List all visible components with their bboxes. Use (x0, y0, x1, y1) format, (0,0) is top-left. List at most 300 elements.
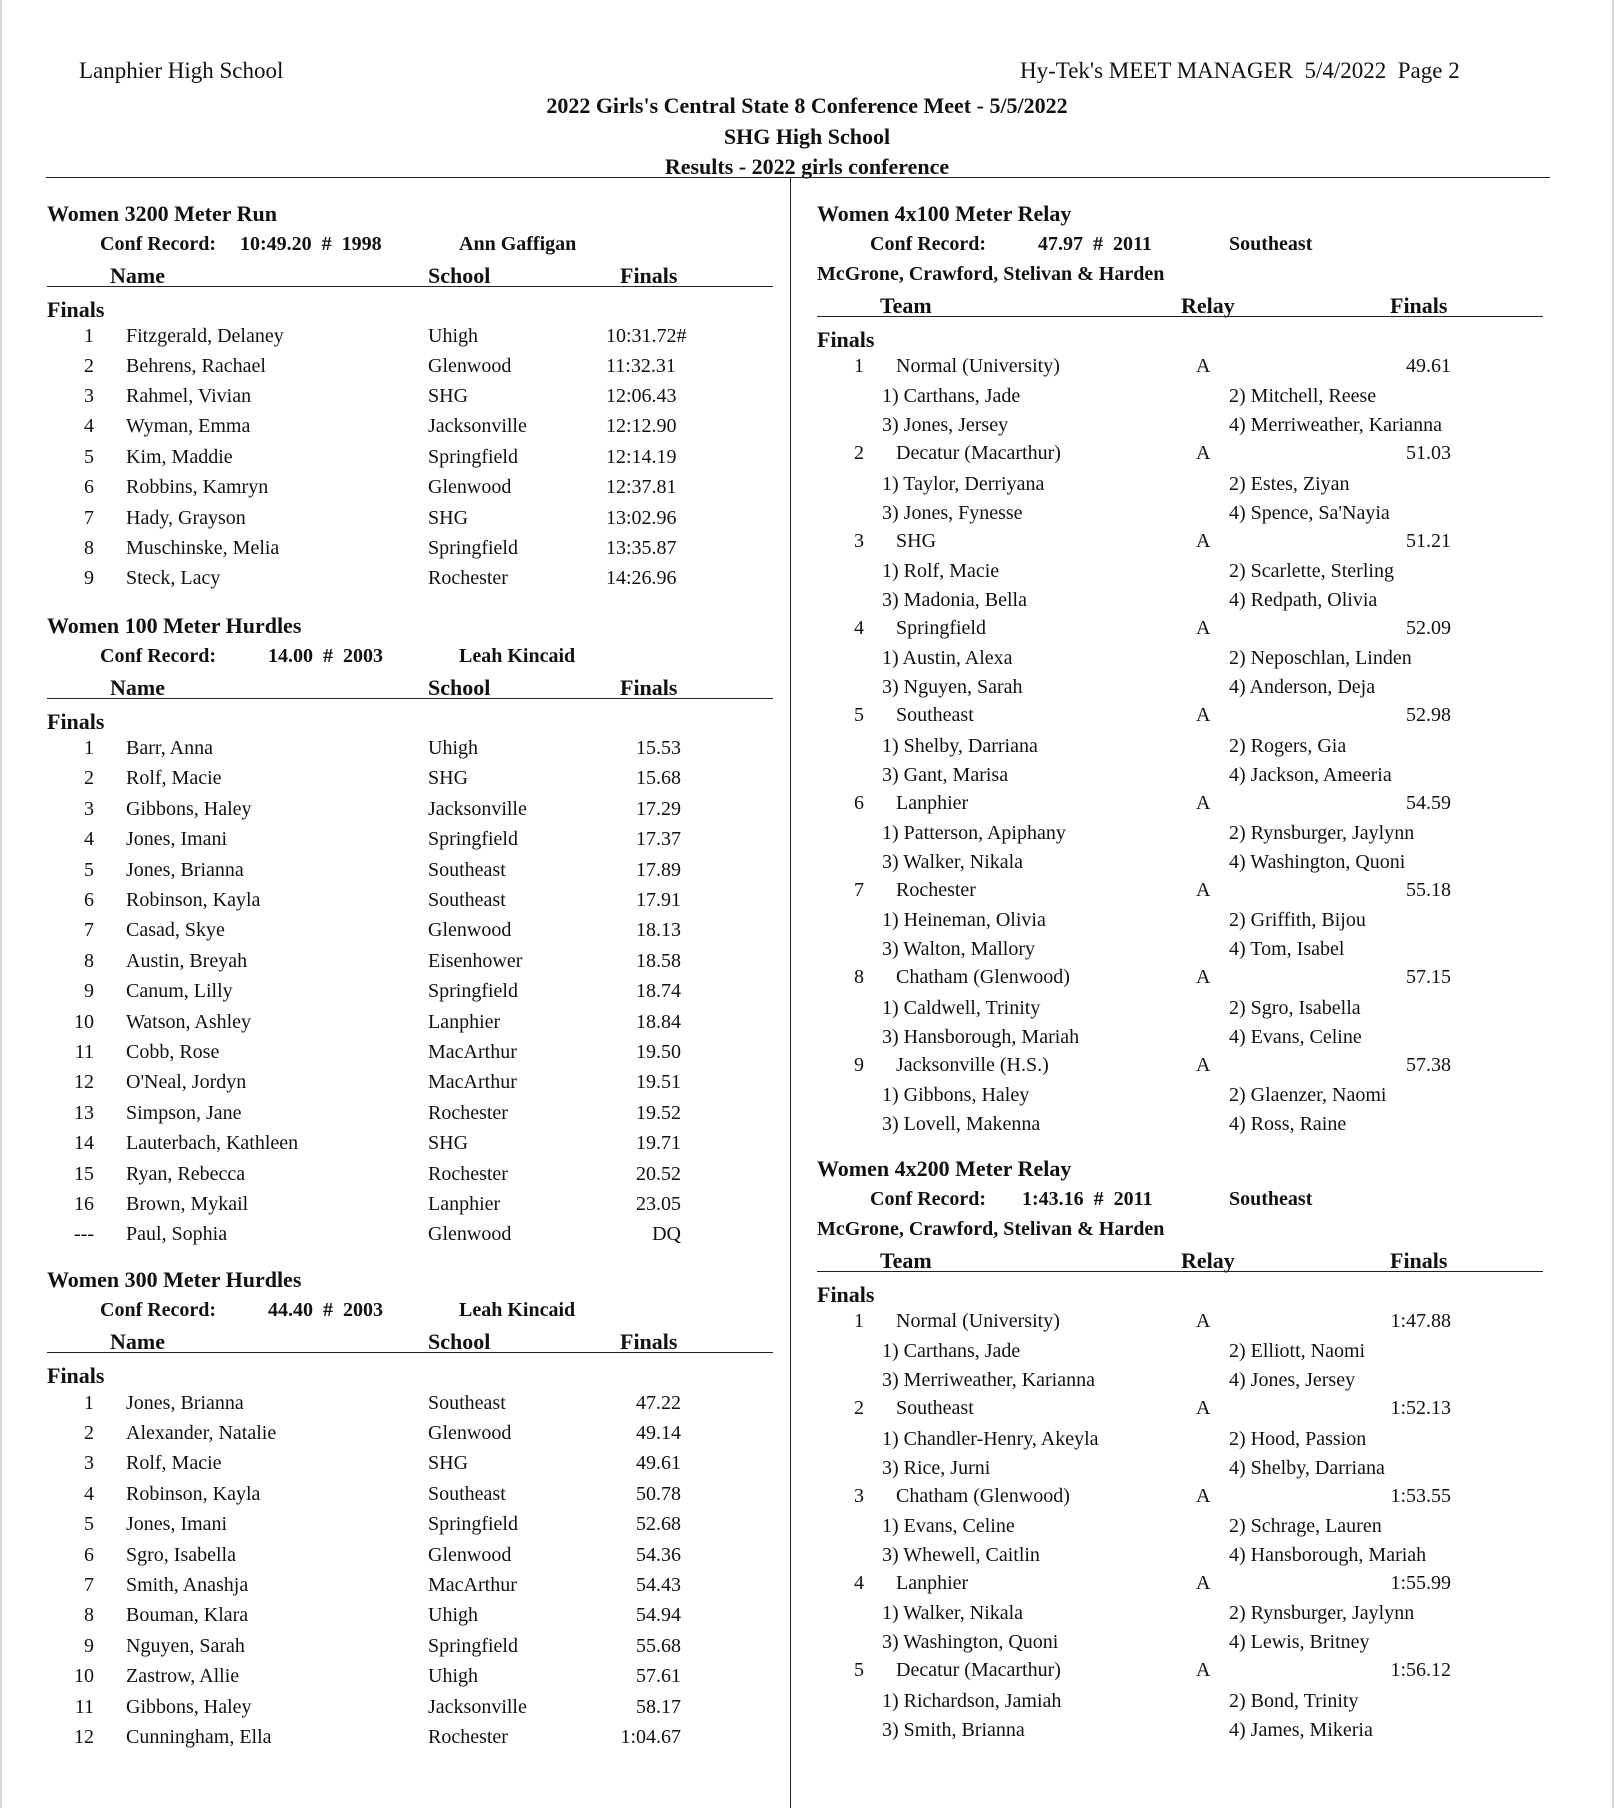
athlete-name: Lauterbach, Kathleen (126, 1132, 299, 1154)
place: 8 (84, 1604, 94, 1626)
relay-member: 3) Walker, Nikala (882, 851, 1024, 873)
finals-time: 1:53.55 (1390, 1485, 1451, 1507)
team-name: Normal (University) (896, 1310, 1060, 1332)
finals-time: 15.53 (636, 737, 681, 759)
relay-member: 4) Merriweather, Karianna (1229, 414, 1442, 436)
record-holder: Southeast (1229, 1188, 1313, 1210)
record-members: McGrone, Crawford, Stelivan & Harden (817, 1218, 1165, 1240)
athlete-name: Robinson, Kayla (126, 1483, 261, 1505)
relay-member: 4) James, Mikeria (1229, 1719, 1373, 1741)
finals-time: 1:04.67 (620, 1726, 681, 1748)
place: 7 (84, 507, 94, 529)
relay-letter: A (1196, 442, 1211, 464)
place: 10 (74, 1665, 94, 1687)
team-name: Jacksonville (H.S.) (896, 1054, 1049, 1076)
place: 3 (84, 1452, 94, 1474)
column-header-rule (817, 1271, 1543, 1272)
school: Jacksonville (428, 798, 527, 820)
athlete-name: Rolf, Macie (126, 1452, 222, 1474)
relay-letter: A (1196, 792, 1211, 814)
school: Southeast (428, 1392, 506, 1414)
finals-time: 49.61 (1406, 355, 1451, 377)
place: 5 (854, 704, 864, 726)
athlete-name: Fitzgerald, Delaney (126, 325, 284, 347)
record-label: Conf Record: (100, 1299, 217, 1321)
column-header-finals: Finals (620, 1329, 678, 1354)
relay-member: 1) Rolf, Macie (882, 560, 1000, 582)
finals-time: 55.68 (636, 1635, 681, 1657)
athlete-name: Smith, Anashja (126, 1574, 249, 1596)
team-name: Southeast (896, 1397, 974, 1419)
school: Jacksonville (428, 415, 527, 437)
relay-member: 2) Mitchell, Reese (1229, 385, 1377, 407)
finals-time: 52.09 (1406, 617, 1451, 639)
relay-member: 3) Lovell, Makenna (882, 1113, 1041, 1135)
school: Springfield (428, 828, 518, 850)
relay-member: 1) Evans, Celine (882, 1515, 1015, 1537)
athlete-name: Watson, Ashley (126, 1011, 252, 1033)
athlete-name: Rolf, Macie (126, 767, 222, 789)
school: Springfield (428, 537, 518, 559)
relay-member: 1) Taylor, Derriyana (882, 473, 1045, 495)
finals-time: 51.21 (1406, 530, 1451, 552)
relay-member: 3) Smith, Brianna (882, 1719, 1025, 1741)
record-label: Conf Record: (100, 233, 217, 255)
relay-member: 1) Walker, Nikala (882, 1602, 1024, 1624)
school: Uhigh (428, 325, 478, 347)
finals-time: 13:35.87 (606, 537, 677, 559)
team-name: Lanphier (896, 1572, 969, 1594)
relay-member: 2) Schrage, Lauren (1229, 1515, 1382, 1537)
place: 7 (854, 879, 864, 901)
athlete-name: Cunningham, Ella (126, 1726, 272, 1748)
school: Lanphier (428, 1011, 501, 1033)
finals-time: 58.17 (636, 1696, 681, 1718)
relay-member: 4) Ross, Raine (1229, 1113, 1347, 1135)
finals-time: 54.36 (636, 1544, 681, 1566)
relay-member: 1) Carthans, Jade (882, 1340, 1021, 1362)
meet-title: 2022 Girls's Central State 8 Conference Meet - 5/5/2022 (546, 93, 1068, 118)
relay-member: 3) Nguyen, Sarah (882, 676, 1023, 698)
relay-member: 4) Evans, Celine (1229, 1026, 1362, 1048)
column-header-team: Team (880, 293, 932, 318)
team-name: Springfield (896, 617, 986, 639)
relay-member: 4) Lewis, Britney (1229, 1631, 1370, 1653)
athlete-name: Paul, Sophia (126, 1223, 228, 1245)
section-label: Finals (47, 297, 105, 322)
record-holder: Ann Gaffigan (459, 233, 577, 255)
relay-member: 1) Heineman, Olivia (882, 909, 1046, 931)
finals-time: 54.94 (636, 1604, 681, 1626)
place: 12 (74, 1726, 94, 1748)
finals-time: 49.14 (636, 1422, 681, 1444)
relay-member: 3) Jones, Jersey (882, 414, 1009, 436)
finals-time: 1:47.88 (1390, 1310, 1451, 1332)
finals-time: 47.22 (636, 1392, 681, 1414)
school: Rochester (428, 567, 508, 589)
place: 11 (74, 1696, 94, 1718)
header-school: Lanphier High School (79, 58, 284, 83)
athlete-name: Steck, Lacy (126, 567, 221, 589)
athlete-name: Jones, Brianna (126, 1392, 244, 1414)
finals-time: 54.43 (636, 1574, 681, 1596)
finals-time: 50.78 (636, 1483, 681, 1505)
place: 9 (84, 1635, 94, 1657)
place: 16 (74, 1193, 94, 1215)
athlete-name: Robinson, Kayla (126, 889, 261, 911)
column-header-relay: Relay (1181, 293, 1235, 318)
finals-time: 13:02.96 (606, 507, 677, 529)
school: Southeast (428, 1483, 506, 1505)
relay-member: 2) Neposchlan, Linden (1229, 647, 1412, 669)
place: 5 (84, 446, 94, 468)
athlete-name: Canum, Lilly (126, 980, 233, 1002)
place: 10 (74, 1011, 94, 1033)
place: 5 (854, 1659, 864, 1681)
event-title: Women 100 Meter Hurdles (47, 613, 302, 638)
finals-time: 54.59 (1406, 792, 1451, 814)
athlete-name: Robbins, Kamryn (126, 476, 269, 498)
place: 14 (74, 1132, 94, 1154)
column-header-school: School (428, 1329, 491, 1354)
school: Glenwood (428, 1544, 512, 1566)
relay-letter: A (1196, 1054, 1211, 1076)
relay-letter: A (1196, 1485, 1211, 1507)
finals-time: DQ (652, 1223, 681, 1245)
column-header-relay: Relay (1181, 1248, 1235, 1273)
school: Southeast (428, 859, 506, 881)
athlete-name: Bouman, Klara (126, 1604, 249, 1626)
athlete-name: Alexander, Natalie (126, 1422, 277, 1444)
finals-time: 18.13 (636, 919, 681, 941)
finals-time: 12:14.19 (606, 446, 677, 468)
athlete-name: Jones, Imani (126, 1513, 228, 1535)
finals-time: 52.68 (636, 1513, 681, 1535)
school: Springfield (428, 980, 518, 1002)
relay-member: 4) Shelby, Darriana (1229, 1457, 1385, 1479)
relay-member: 3) Madonia, Bella (882, 589, 1027, 611)
school: Uhigh (428, 1604, 478, 1626)
record-label: Conf Record: (870, 1188, 987, 1210)
relay-member: 1) Patterson, Apiphany (882, 822, 1066, 844)
column-header-finals: Finals (1390, 293, 1448, 318)
finals-time: 18.58 (636, 950, 681, 972)
place: 1 (854, 1310, 864, 1332)
column-divider (790, 178, 791, 1808)
relay-member: 1) Carthans, Jade (882, 385, 1021, 407)
column-header-name: Name (110, 1329, 165, 1354)
team-name: Rochester (896, 879, 976, 901)
athlete-name: Austin, Breyah (126, 950, 248, 972)
place: 12 (74, 1071, 94, 1093)
school: Springfield (428, 1635, 518, 1657)
relay-member: 3) Washington, Quoni (882, 1631, 1059, 1653)
record-label: Conf Record: (870, 233, 987, 255)
relay-member: 4) Jones, Jersey (1229, 1369, 1356, 1391)
relay-member: 2) Glaenzer, Naomi (1229, 1084, 1387, 1106)
column-header-rule (47, 286, 773, 287)
relay-letter: A (1196, 1659, 1211, 1681)
finals-time: 20.52 (636, 1163, 681, 1185)
team-name: Decatur (Macarthur) (896, 1659, 1061, 1681)
team-name: Lanphier (896, 792, 969, 814)
place: 2 (84, 767, 94, 789)
school: Rochester (428, 1163, 508, 1185)
athlete-name: Jones, Imani (126, 828, 228, 850)
record-mark: 44.40 # 2003 (268, 1299, 383, 1321)
relay-member: 1) Richardson, Jamiah (882, 1690, 1062, 1712)
place: 5 (84, 1513, 94, 1535)
event-title: Women 300 Meter Hurdles (47, 1267, 302, 1292)
place: 1 (854, 355, 864, 377)
relay-member: 3) Whewell, Caitlin (882, 1544, 1040, 1566)
relay-letter: A (1196, 1310, 1211, 1332)
school: MacArthur (428, 1071, 517, 1093)
relay-member: 2) Rogers, Gia (1229, 735, 1347, 757)
relay-member: 3) Rice, Jurni (882, 1457, 991, 1479)
team-name: Decatur (Macarthur) (896, 442, 1061, 464)
place: 4 (854, 1572, 864, 1594)
finals-time: 51.03 (1406, 442, 1451, 464)
athlete-name: Cobb, Rose (126, 1041, 220, 1063)
finals-time: 10:31.72# (606, 325, 687, 347)
relay-member: 4) Washington, Quoni (1229, 851, 1406, 873)
place: 9 (84, 980, 94, 1002)
column-header-finals: Finals (620, 263, 678, 288)
finals-time: 1:55.99 (1390, 1572, 1451, 1594)
relay-member: 2) Griffith, Bijou (1229, 909, 1366, 931)
relay-member: 4) Spence, Sa'Nayia (1229, 502, 1390, 524)
finals-time: 17.91 (636, 889, 681, 911)
column-header-team: Team (880, 1248, 932, 1273)
place: 2 (84, 355, 94, 377)
relay-member: 2) Bond, Trinity (1229, 1690, 1359, 1712)
section-label: Finals (817, 1282, 875, 1307)
relay-member: 2) Rynsburger, Jaylynn (1229, 1602, 1415, 1624)
column-header-finals: Finals (1390, 1248, 1448, 1273)
place: 9 (84, 567, 94, 589)
athlete-name: Hady, Grayson (126, 507, 246, 529)
record-mark: 10:49.20 # 1998 (240, 233, 382, 255)
page-edge-left (0, 0, 2, 1808)
school: SHG (428, 507, 469, 529)
relay-letter: A (1196, 1572, 1211, 1594)
athlete-name: Ryan, Rebecca (126, 1163, 246, 1185)
place: 1 (84, 325, 94, 347)
athlete-name: Jones, Brianna (126, 859, 244, 881)
event-title: Women 3200 Meter Run (47, 201, 277, 226)
relay-letter: A (1196, 530, 1211, 552)
column-header-school: School (428, 675, 491, 700)
relay-letter: A (1196, 966, 1211, 988)
finals-time: 12:12.90 (606, 415, 677, 437)
school: Glenwood (428, 1422, 512, 1444)
place: 1 (84, 1392, 94, 1414)
column-header-name: Name (110, 263, 165, 288)
place: 1 (84, 737, 94, 759)
athlete-name: Kim, Maddie (126, 446, 233, 468)
relay-member: 3) Walton, Mallory (882, 938, 1035, 960)
relay-member: 1) Caldwell, Trinity (882, 997, 1041, 1019)
relay-member: 2) Sgro, Isabella (1229, 997, 1361, 1019)
finals-time: 17.29 (636, 798, 681, 820)
column-header-rule (47, 698, 773, 699)
finals-time: 19.51 (636, 1071, 681, 1093)
relay-letter: A (1196, 704, 1211, 726)
athlete-name: Behrens, Rachael (126, 355, 266, 377)
athlete-name: Nguyen, Sarah (126, 1635, 245, 1657)
relay-member: 4) Tom, Isabel (1229, 938, 1345, 960)
relay-member: 4) Jackson, Ameeria (1229, 764, 1392, 786)
finals-time: 17.37 (636, 828, 681, 850)
school: Rochester (428, 1726, 508, 1748)
relay-member: 3) Jones, Fynesse (882, 502, 1023, 524)
relay-member: 2) Scarlette, Sterling (1229, 560, 1394, 582)
relay-member: 1) Gibbons, Haley (882, 1084, 1030, 1106)
school: Lanphier (428, 1193, 501, 1215)
finals-time: 19.71 (636, 1132, 681, 1154)
finals-time: 11:32.31 (606, 355, 676, 377)
finals-time: 18.84 (636, 1011, 681, 1033)
place: 7 (84, 919, 94, 941)
school: Uhigh (428, 737, 478, 759)
athlete-name: Zastrow, Allie (126, 1665, 240, 1687)
team-name: Southeast (896, 704, 974, 726)
place: 4 (84, 415, 94, 437)
place: 6 (84, 1544, 94, 1566)
finals-time: 17.89 (636, 859, 681, 881)
school: Glenwood (428, 919, 512, 941)
relay-member: 4) Anderson, Deja (1229, 676, 1376, 698)
relay-member: 1) Chandler-Henry, Akeyla (882, 1428, 1099, 1450)
relay-member: 3) Hansborough, Mariah (882, 1026, 1080, 1048)
finals-time: 15.68 (636, 767, 681, 789)
place: 4 (84, 1483, 94, 1505)
relay-letter: A (1196, 1397, 1211, 1419)
place: 6 (84, 476, 94, 498)
record-mark: 1:43.16 # 2011 (1022, 1188, 1153, 1210)
school: Springfield (428, 1513, 518, 1535)
athlete-name: Simpson, Jane (126, 1102, 242, 1124)
place: 4 (84, 828, 94, 850)
section-label: Finals (47, 709, 105, 734)
column-header-finals: Finals (620, 675, 678, 700)
school: MacArthur (428, 1041, 517, 1063)
athlete-name: Sgro, Isabella (126, 1544, 236, 1566)
place: 8 (84, 950, 94, 972)
finals-time: 19.52 (636, 1102, 681, 1124)
place: 11 (74, 1041, 94, 1063)
relay-member: 4) Hansborough, Mariah (1229, 1544, 1427, 1566)
finals-time: 57.15 (1406, 966, 1451, 988)
relay-letter: A (1196, 355, 1211, 377)
finals-time: 1:56.12 (1390, 1659, 1451, 1681)
place: 3 (84, 385, 94, 407)
school: Rochester (428, 1102, 508, 1124)
place: 3 (854, 530, 864, 552)
header-software: Hy-Tek's MEET MANAGER 5/4/2022 Page 2 (1020, 58, 1460, 83)
relay-member: 2) Elliott, Naomi (1229, 1340, 1366, 1362)
record-label: Conf Record: (100, 645, 217, 667)
school: Uhigh (428, 1665, 478, 1687)
athlete-name: Casad, Skye (126, 919, 225, 941)
finals-time: 49.61 (636, 1452, 681, 1474)
place: 3 (854, 1485, 864, 1507)
record-mark: 14.00 # 2003 (268, 645, 383, 667)
results-title: Results - 2022 girls conference (664, 154, 950, 179)
place: 4 (854, 617, 864, 639)
place: 13 (74, 1102, 94, 1124)
finals-time: 57.38 (1406, 1054, 1451, 1076)
relay-member: 2) Rynsburger, Jaylynn (1229, 822, 1415, 844)
place: 3 (84, 798, 94, 820)
finals-time: 12:37.81 (606, 476, 677, 498)
school: Glenwood (428, 355, 512, 377)
relay-letter: A (1196, 879, 1211, 901)
section-label: Finals (817, 327, 875, 352)
school: MacArthur (428, 1574, 517, 1596)
school: Jacksonville (428, 1696, 527, 1718)
finals-time: 14:26.96 (606, 567, 677, 589)
place: 8 (84, 537, 94, 559)
relay-member: 1) Austin, Alexa (882, 647, 1013, 669)
school: Glenwood (428, 1223, 512, 1245)
school: SHG (428, 1452, 469, 1474)
place: --- (74, 1223, 94, 1245)
column-header-rule (47, 1352, 773, 1353)
place: 8 (854, 966, 864, 988)
record-holder: Leah Kincaid (459, 645, 576, 667)
place: 5 (84, 859, 94, 881)
relay-member: 2) Hood, Passion (1229, 1428, 1367, 1450)
finals-time: 23.05 (636, 1193, 681, 1215)
event-title: Women 4x200 Meter Relay (817, 1156, 1072, 1181)
event-title: Women 4x100 Meter Relay (817, 201, 1072, 226)
relay-member: 3) Gant, Marisa (882, 764, 1009, 786)
relay-member: 2) Estes, Ziyan (1229, 473, 1350, 495)
athlete-name: Barr, Anna (126, 737, 213, 759)
school: SHG (428, 385, 469, 407)
place: 6 (84, 889, 94, 911)
athlete-name: Gibbons, Haley (126, 1696, 252, 1718)
finals-time: 1:52.13 (1390, 1397, 1451, 1419)
record-mark: 47.97 # 2011 (1038, 233, 1152, 255)
athlete-name: Muschinske, Melia (126, 537, 280, 559)
school: Eisenhower (428, 950, 523, 972)
finals-time: 12:06.43 (606, 385, 677, 407)
athlete-name: Wyman, Emma (126, 415, 251, 437)
team-name: Chatham (Glenwood) (896, 966, 1070, 988)
team-name: Normal (University) (896, 355, 1060, 377)
header-rule (46, 177, 1550, 178)
place: 2 (84, 1422, 94, 1444)
team-name: SHG (896, 530, 937, 552)
athlete-name: Brown, Mykail (126, 1193, 249, 1215)
relay-member: 4) Redpath, Olivia (1229, 589, 1378, 611)
place: 2 (854, 1397, 864, 1419)
place: 15 (74, 1163, 94, 1185)
school: Southeast (428, 889, 506, 911)
relay-member: 1) Shelby, Darriana (882, 735, 1038, 757)
athlete-name: Rahmel, Vivian (126, 385, 252, 407)
school: SHG (428, 767, 469, 789)
column-header-name: Name (110, 675, 165, 700)
team-name: Chatham (Glenwood) (896, 1485, 1070, 1507)
record-holder: Leah Kincaid (459, 1299, 576, 1321)
finals-time: 57.61 (636, 1665, 681, 1687)
column-header-school: School (428, 263, 491, 288)
meet-venue: SHG High School (723, 124, 891, 149)
